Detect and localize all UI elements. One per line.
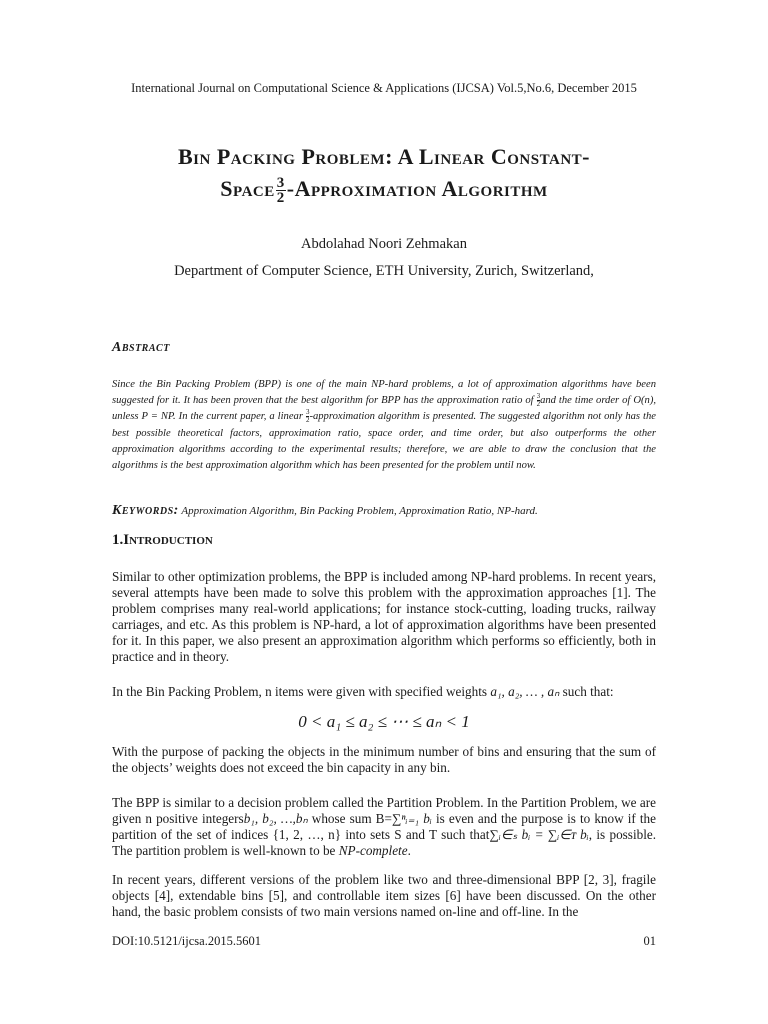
abstract-body xyxy=(112,377,656,474)
abstract-p-np-expression: P = NP xyxy=(141,411,174,423)
intro-paragraph-3: With the purpose of packing the objects in the minimum number of bins and ensuring that the sum of the objects’ weights does not exceed the bin capacity in any bin. xyxy=(112,744,656,775)
intro-paragraph-1: Similar to other optimization problems, the BPP is included among NP-hard problems. In recent years, several attempts have been made to solve this problem with the approximation approaches [1]. The problem comprises many real-world applications; for instance stock-cutting, loading trucks, railway carriages, and etc. As this problem is NP-hard, a lot of approximation algorithms have been presented for it. In this paper, we also present an approximation algorithm which performs so efficiently, both in practice and in theory. xyxy=(112,569,656,664)
keywords-label: Keywords: xyxy=(112,503,179,518)
p4-np-complete: NP-complete xyxy=(338,843,408,858)
running-header: International Journal on Computational Science & Applications (IJCSA) Vol.5,No.6, December 2015 xyxy=(131,81,637,95)
p4-d: , is possible. The partition problem is well-known to be xyxy=(112,827,657,858)
footer-page-number: 01 xyxy=(643,934,656,948)
section-title: Introduction xyxy=(123,532,213,548)
title-fraction-numerator: 3 xyxy=(276,175,285,192)
author-affiliation: Department of Computer Science, ETH University, Zurich, Switzerland, xyxy=(174,263,594,279)
abstract-text-1: Since the Bin Packing Problem (BPP) is one of the main NP-hard problems, a lot of approximation algorithms have been suggested for it. It has been proven that the best algorithm for BPP has the approximation ratio of xyxy=(112,379,656,407)
p4-c: is even and the purpose is to know if the partition of the set of indices {1, 2, …, n} into sets S and T such that xyxy=(112,811,656,842)
p4-e: . xyxy=(407,843,411,858)
intro-paragraph-2 xyxy=(112,684,656,700)
title-fraction-denominator: 2 xyxy=(276,190,285,207)
title-approximation-words: -Approximation Algorithm xyxy=(286,176,548,201)
title-space-word: Space xyxy=(220,176,275,201)
p4-b: whose sum B= xyxy=(307,811,392,826)
abstract-text-2: and the time order of xyxy=(540,395,634,407)
paper-title-line-1: Bin Packing Problem: A Linear Constant- xyxy=(178,144,590,169)
abstract-fraction-2-num: 3 xyxy=(305,408,310,417)
section-heading-introduction xyxy=(112,532,213,549)
p4-sum-math: ∑ⁿᵢ₌₁ bᵢ xyxy=(391,811,432,826)
abstract-text-5: -approximation algorithm is presented. The suggested algorithm not only has the best possible theoretical factors, approximation ratio, space order, and time order, but also outperforms the other approximation algorithms according to the experimental results; therefore, we are able to draw the conclusion that the algorithms is the best approximation algorithm which has been presented for the problem until now. xyxy=(112,411,656,472)
author-name: Abdolahad Noori Zehmakan xyxy=(301,236,467,252)
p2-text: In the Bin Packing Problem, n items were given with specified weights xyxy=(112,684,491,699)
intro-paragraph-5: In recent years, different versions of the problem like two and three-dimensional BPP [2, 3], fragile objects [4], extendable bins [5], and controllable item sizes [6] have been discussed. On the other hand, the basic problem consists of two main versions named on-line and off-line. In the xyxy=(112,872,656,919)
footer-doi: DOI:10.5121/ijcsa.2015.5601 xyxy=(112,934,261,948)
intro-paragraph-4 xyxy=(112,795,656,859)
keywords-line xyxy=(112,503,538,519)
p4-a: The BPP is similar to a decision problem called the Partition Problem. In the Partition Problem, we are given n positive integers xyxy=(112,795,656,826)
abstract-fraction-1-den: 2 xyxy=(536,400,541,409)
p2-end: such that: xyxy=(559,684,614,699)
abstract-text-3: , unless xyxy=(112,395,657,423)
title-fraction xyxy=(276,176,286,205)
p4-integers-math: b₁, b₂, …,bₙ xyxy=(243,811,308,826)
abstract-heading: Abstract xyxy=(112,340,170,355)
abstract-order-expression: O(n) xyxy=(633,395,654,407)
section-number: 1. xyxy=(112,532,124,548)
abstract-text-4: . In the current paper, a linear xyxy=(173,411,306,423)
abstract-fraction-2-den: 2 xyxy=(305,416,310,425)
p2-weights-math: a₁, a₂, … , aₙ xyxy=(490,684,560,699)
p4-partition-math: ∑ᵢ∈ₛ bᵢ = ∑ᵢ∈ᴛ bᵢ xyxy=(489,827,589,842)
paper-title-line-2 xyxy=(0,176,768,205)
ordering-equation: 0 < a₁ ≤ a₂ ≤ ⋯ ≤ aₙ < 1 xyxy=(298,712,470,731)
abstract-fraction-1-num: 3 xyxy=(536,392,541,401)
keywords-list: Approximation Algorithm, Bin Packing Problem, Approximation Ratio, NP-hard. xyxy=(181,505,538,517)
